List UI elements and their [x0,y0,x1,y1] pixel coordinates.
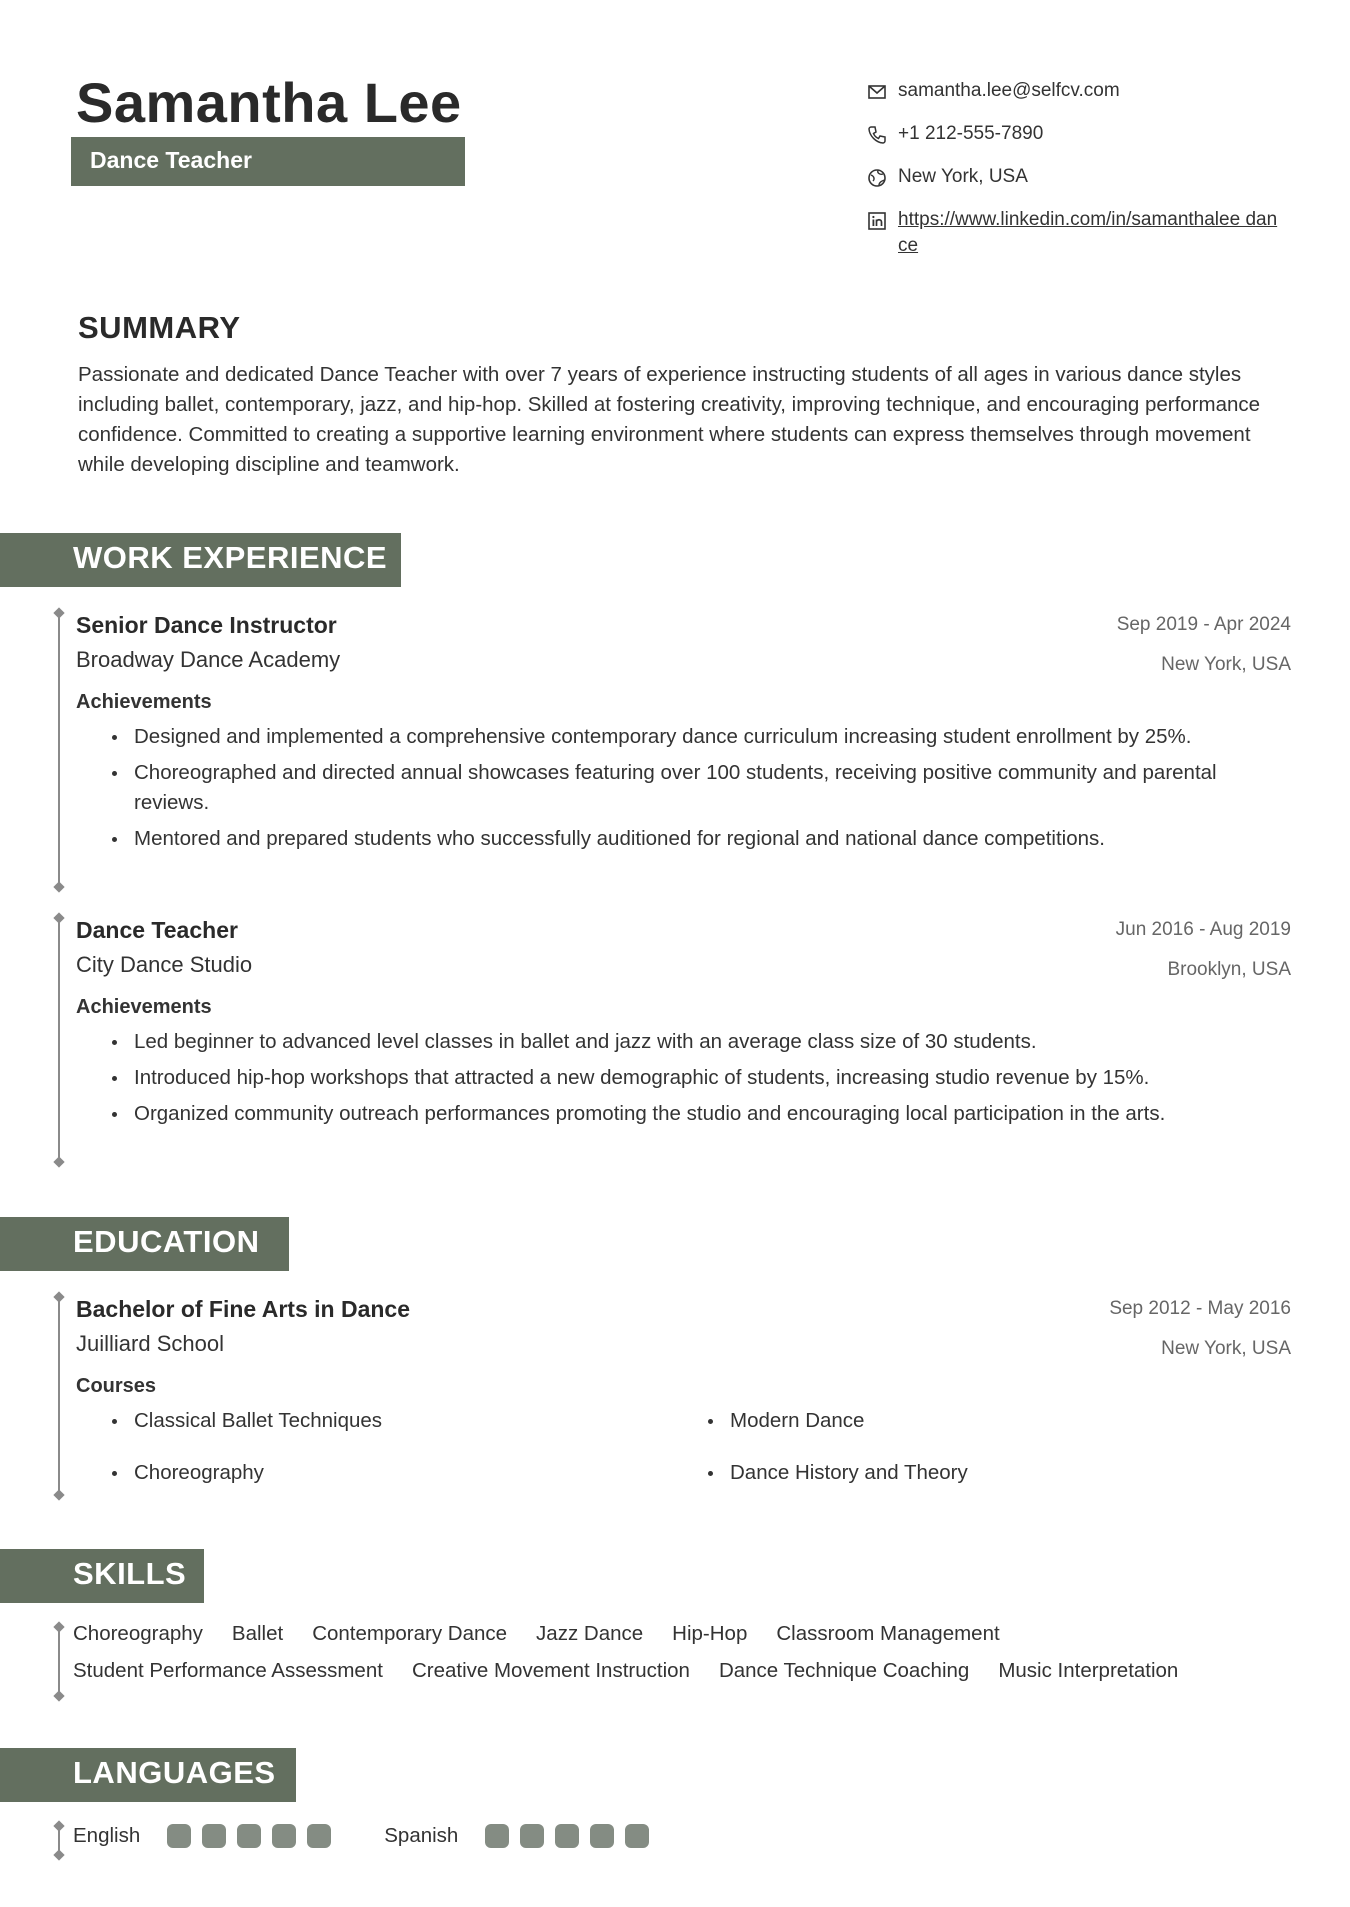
summary-text: Passionate and dedicated Dance Teacher with over 7 years of experience instructing students of all ages in various dance styles including ballet, contemporary, jazz, and hip-hop. Skilled at fostering creativity, improving technique, and encouraging performance confidence. Committed to creating a supportive learning environment where students can express themselves through movement while developing discipline and teamwork. [78,363,1261,476]
job-date: Jun 2016 - Aug 2019 [1115,919,1291,940]
proficiency-dot [272,1824,296,1848]
timeline-line [58,1627,60,1696]
education-heading: EDUCATION [0,1217,289,1271]
skill-item: Contemporary Dance [312,1622,508,1645]
school-name: Juilliard School [76,1331,224,1356]
education-location: New York, USA [1161,1338,1291,1359]
work-experience-heading: WORK EXPERIENCE [0,533,401,587]
list-item: Introduced hip-hop workshops that attracted a new demographic of students, increasing studio revenue by 15%. [110,1063,1291,1093]
envelope-icon [866,81,888,103]
proficiency-dots [485,1824,660,1848]
job-org: Broadway Dance Academy [76,647,341,672]
languages-heading: LANGUAGES [0,1748,296,1802]
proficiency-dot [202,1824,226,1848]
linkedin-icon [866,210,888,232]
skill-item: Creative Movement Instruction [411,1659,690,1682]
proficiency-dot [625,1824,649,1848]
courses-list [76,1406,1291,1488]
timeline-line [58,918,60,1162]
languages-list [73,1824,702,1848]
job-entry [76,917,1291,1135]
proficiency-dot [590,1824,614,1848]
list-item: Choreographed and directed annual showcases featuring over 100 students, receiving positive community and parental reviews. [110,758,1291,818]
skill-item: Hip-Hop [672,1622,748,1645]
skill-item: Ballet [231,1622,284,1645]
job-entry [76,612,1291,860]
role-badge: Dance Teacher [71,137,465,186]
language-item [73,1824,342,1848]
language-name: Spanish [384,1824,459,1847]
course-item: Classical Ballet Techniques [110,1406,706,1436]
proficiency-dot [520,1824,544,1848]
job-location: New York, USA [1161,654,1291,675]
job-date: Sep 2019 - Apr 2024 [1116,614,1291,635]
location-text: New York, USA [898,166,1028,187]
job-org: City Dance Studio [76,952,253,977]
skill-item: Music Interpretation [998,1659,1179,1682]
timeline-line [58,1826,60,1855]
contact-linkedin [866,207,1286,259]
list-item: Designed and implemented a comprehensive contemporary dance curriculum increasing student enrollment by 25%. [110,722,1291,752]
degree-title: Bachelor of Fine Arts in Dance [76,1296,410,1322]
achievements-label: Achievements [76,996,212,1018]
contact-phone [866,121,1286,147]
achievements-label: Achievements [76,691,212,713]
contact-location [866,164,1286,190]
proficiency-dot [307,1824,331,1848]
proficiency-dot [237,1824,261,1848]
phone-icon [866,124,888,146]
course-item: Modern Dance [706,1406,1306,1436]
proficiency-dot [555,1824,579,1848]
timeline-line [58,1297,60,1495]
summary-heading: SUMMARY [78,310,241,345]
phone-text[interactable]: +1 212-555-7890 [898,123,1044,144]
list-item: Led beginner to advanced level classes in ballet and jazz with an average class size of 30 students. [110,1027,1291,1057]
globe-icon [866,167,888,189]
skill-item: Classroom Management [776,1622,1000,1645]
contact-block [866,78,1286,276]
timeline-line [58,613,60,887]
courses-label: Courses [76,1375,157,1397]
contact-email [866,78,1286,104]
language-name: English [73,1824,141,1847]
proficiency-dots [167,1824,342,1848]
achievements-list [76,1027,1291,1129]
course-item: Choreography [110,1458,706,1488]
skills-list [73,1622,1293,1683]
skills-heading: SKILLS [0,1549,204,1603]
language-item [384,1824,660,1848]
achievements-list [76,722,1291,854]
candidate-name: Samantha Lee [76,71,462,134]
job-title: Dance Teacher [76,917,238,943]
proficiency-dot [485,1824,509,1848]
linkedin-link[interactable]: https://www.linkedin.com/in/samanthalee dance [898,209,1278,256]
email-text[interactable]: samantha.lee@selfcv.com [898,80,1120,101]
course-item: Dance History and Theory [706,1458,1306,1488]
education-date: Sep 2012 - May 2016 [1109,1298,1291,1319]
skill-item: Jazz Dance [536,1622,644,1645]
list-item: Mentored and prepared students who successfully auditioned for regional and national dance competitions. [110,824,1291,854]
skill-item: Student Performance Assessment [73,1659,383,1682]
list-item: Organized community outreach performances promoting the studio and encouraging local participation in the arts. [110,1099,1291,1129]
job-title: Senior Dance Instructor [76,612,337,638]
skill-item: Choreography [73,1622,203,1645]
skill-item: Dance Technique Coaching [718,1659,970,1682]
proficiency-dot [167,1824,191,1848]
job-location: Brooklyn, USA [1167,959,1291,980]
education-entry [76,1296,1291,1488]
